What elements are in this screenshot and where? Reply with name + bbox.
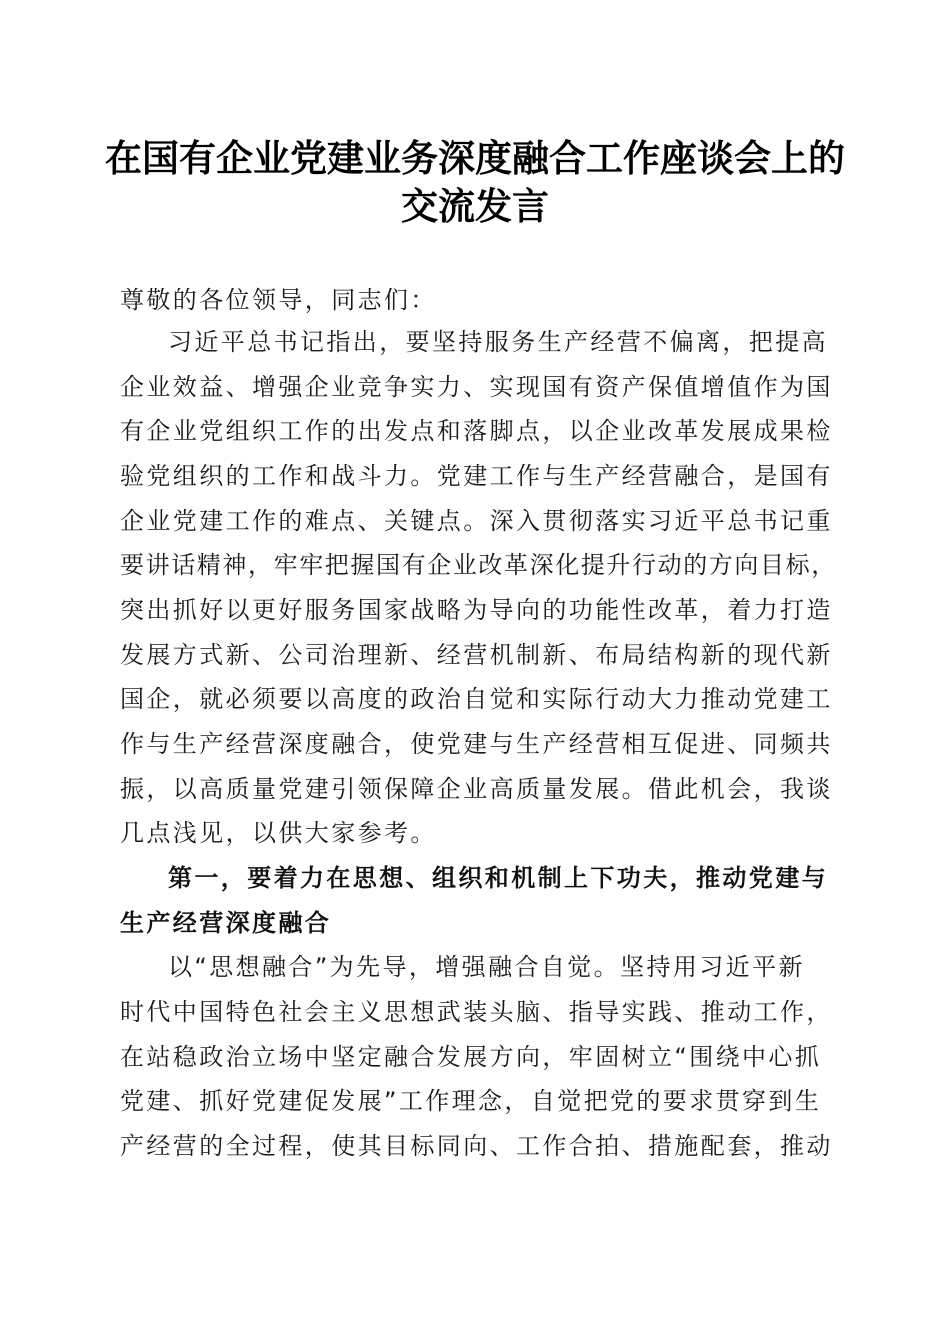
paragraph-line: 时代中国特色社会主义思想武装头脑、指导实践、推动工作， bbox=[120, 998, 833, 1026]
paragraph-line: 要讲话精神，牢牢把握国有企业改革深化提升行动的方向目标， bbox=[120, 551, 837, 579]
paragraph-line: 产经营的全过程，使其目标同向、工作合拍、措施配套，推动 bbox=[120, 1132, 833, 1160]
paragraph-line: 国企，就必须要以高度的政治自觉和实际行动大力推动党建工 bbox=[120, 685, 833, 713]
section-heading-line: 第一，要着力在思想、组织和机制上下功夫，推动党建与 bbox=[168, 864, 828, 892]
paragraph-line: 企业党建工作的难点、关键点。深入贯彻落实习近平总书记重 bbox=[120, 507, 833, 535]
paragraph-line: 发展方式新、公司治理新、经营机制新、布局结构新的现代新 bbox=[120, 641, 833, 669]
paragraph-line: 企业效益、增强企业竞争实力、实现国有资产保值增值作为国 bbox=[120, 373, 833, 401]
paragraph-line: 习近平总书记指出，要坚持服务生产经营不偏离，把提高 bbox=[168, 328, 828, 356]
paragraph-line: 突出抓好以更好服务国家战略为导向的功能性改革，着力打造 bbox=[120, 596, 833, 624]
document-title-line-1: 在国有企业党建业务深度融合工作座谈会上的 bbox=[105, 136, 845, 180]
paragraph-line: 振，以高质量党建引领保障企业高质量发展。借此机会，我谈 bbox=[120, 775, 833, 803]
paragraph-line: 党建、抓好党建促发展”工作理念，自觉把党的要求贯穿到生 bbox=[120, 1087, 822, 1115]
paragraph-line: 几点浅见，以供大家参考。 bbox=[120, 819, 437, 847]
paragraph-line: 有企业党组织工作的出发点和落脚点，以企业改革发展成果检 bbox=[120, 417, 833, 445]
document-title-line-2: 交流发言 bbox=[401, 184, 549, 228]
paragraph-line: 验党组织的工作和战斗力。党建工作与生产经营融合，是国有 bbox=[120, 462, 833, 490]
salutation: 尊敬的各位领导，同志们： bbox=[120, 286, 437, 314]
paragraph-line: 以“思想融合”为先导，增强融合自觉。坚持用习近平新 bbox=[168, 953, 805, 981]
paragraph-line: 在站稳政治立场中坚定融合发展方向，牢固树立“围绕中心抓 bbox=[120, 1043, 822, 1071]
paragraph-line: 作与生产经营深度融合，使党建与生产经营相互促进、同频共 bbox=[120, 730, 833, 758]
section-heading-line: 生产经营深度融合 bbox=[120, 909, 332, 937]
